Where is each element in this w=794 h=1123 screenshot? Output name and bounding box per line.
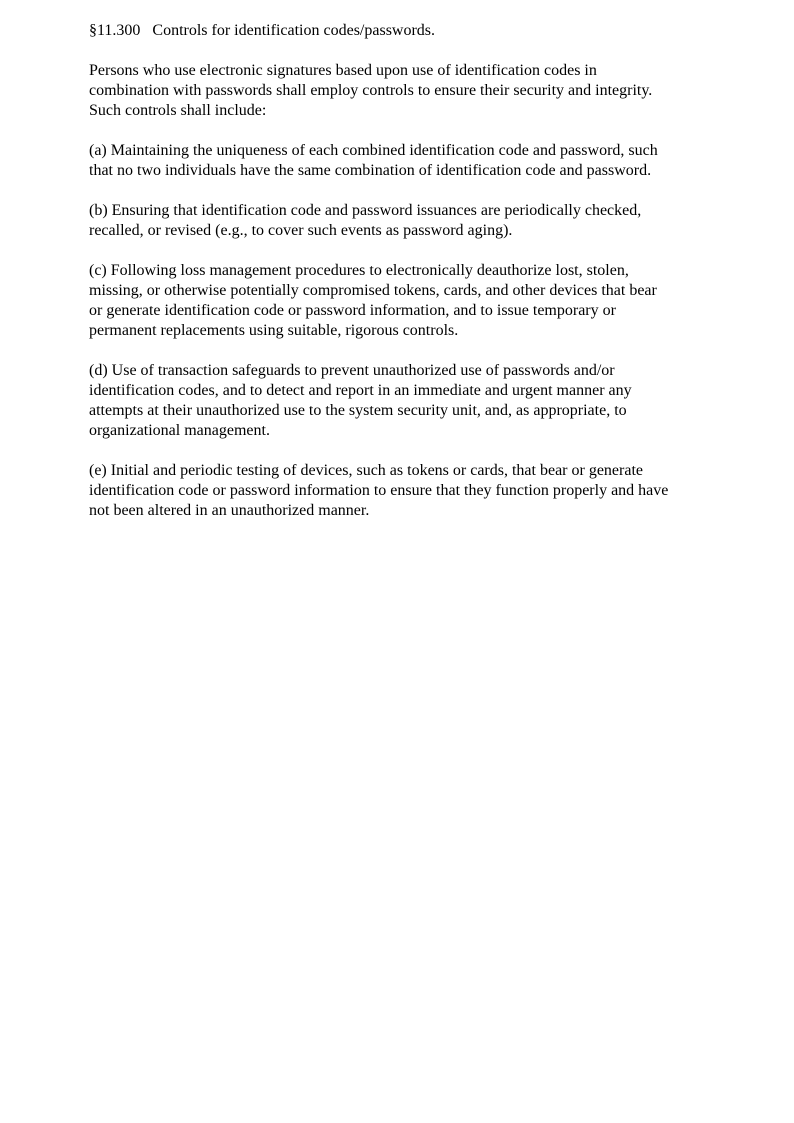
item-line: missing, or otherwise potentially compromised tokens, cards, and other devices that bear xyxy=(89,282,657,299)
item-line: not been altered in an unauthorized manner. xyxy=(89,502,370,519)
item-line: (e) Initial and periodic testing of devices, such as tokens or cards, that bear or generate xyxy=(89,462,644,479)
item-line: identification code or password information to ensure that they function properly and have xyxy=(89,482,669,499)
item-line: (c) Following loss management procedures to electronically deauthorize lost, stolen, xyxy=(89,262,629,279)
item-line: (b) Ensuring that identification code and password issuances are periodically checked, xyxy=(89,202,642,219)
item-line: permanent replacements using suitable, rigorous controls. xyxy=(89,322,459,339)
item-line: identification codes, and to detect and report in an immediate and urgent manner any xyxy=(89,382,632,399)
item-d-paragraph xyxy=(89,361,719,441)
item-line: organizational management. xyxy=(89,422,270,439)
item-c-paragraph xyxy=(89,261,719,341)
item-line: attempts at their unauthorized use to the system security unit, and, as appropriate, to xyxy=(89,402,627,419)
document-page xyxy=(89,21,719,541)
item-line: or generate identification code or password information, and to issue temporary or xyxy=(89,302,616,319)
item-a-paragraph xyxy=(89,141,719,181)
item-b-paragraph xyxy=(89,201,719,241)
intro-line: Such controls shall include: xyxy=(89,102,267,119)
item-line: recalled, or revised (e.g., to cover such events as password aging). xyxy=(89,222,513,239)
intro-line: Persons who use electronic signatures based upon use of identification codes in xyxy=(89,62,597,79)
intro-line: combination with passwords shall employ controls to ensure their security and integrity. xyxy=(89,82,653,99)
section-heading: §11.300 Controls for identification codes/passwords. xyxy=(89,22,436,39)
item-line: (a) Maintaining the uniqueness of each combined identification code and password, such xyxy=(89,142,658,159)
item-e-paragraph xyxy=(89,461,719,521)
item-line: that no two individuals have the same combination of identification code and password. xyxy=(89,162,652,179)
item-line: (d) Use of transaction safeguards to prevent unauthorized use of passwords and/or xyxy=(89,362,615,379)
intro-paragraph xyxy=(89,61,719,121)
